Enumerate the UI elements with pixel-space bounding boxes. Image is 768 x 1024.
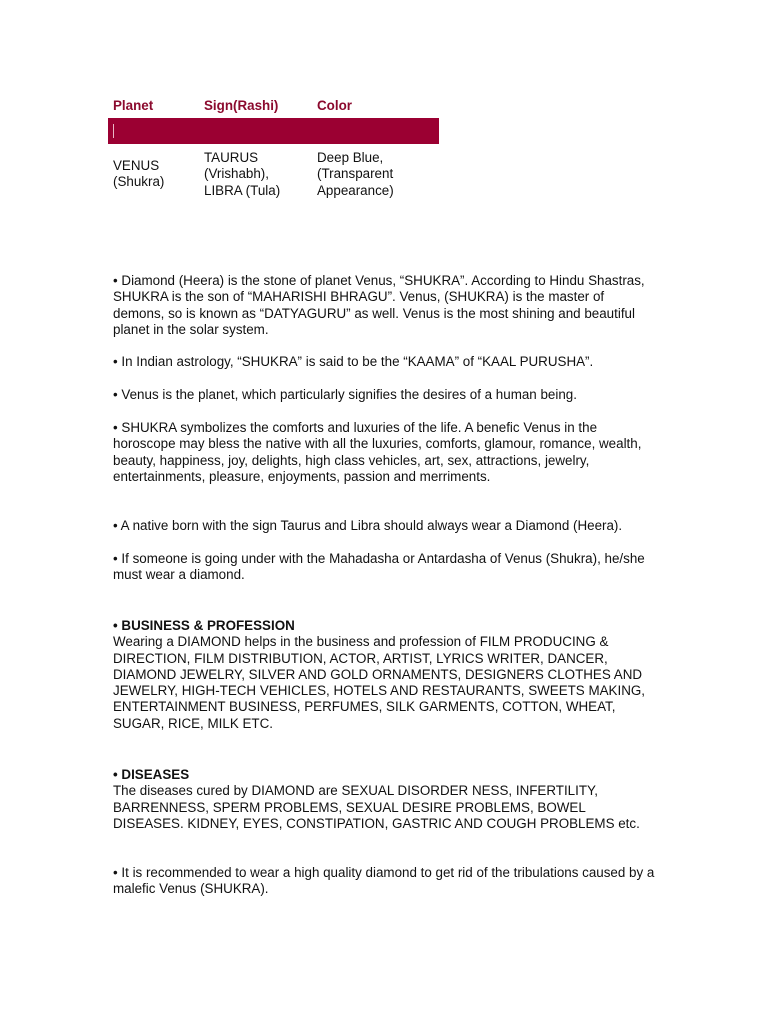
sign-line: TAURUS bbox=[204, 150, 259, 165]
business-text: Wearing a DIAMOND helps in the business and profession of FILM PRODUCING & DIRECTION, FILM DISTRIBUTION, ACTOR, ARTIST, LYRICS WRITER, DANCER, DIAMOND JEWELRY, SILVER AND GOLD ORNAMENTS, DESIGNERS CLOTHES AND JEWELRY, HIGH-TECH VEHICLES, HOTELS AND RESTAURANTS, SWEETS MAKING, ENTERTAINMENT BUSINESS, PERFUMES, SILK GARMENTS, COTTON, WHEAT, SUGAR, RICE, MILK ETC. bbox=[113, 634, 646, 731]
sign-line: LIBRA (Tula) bbox=[204, 182, 281, 198]
paragraph-mahadasha: • If someone is going under with the Mahadasha or Antardasha of Venus (Shukra), he/she must wear a diamond. bbox=[113, 551, 645, 583]
business-heading: • BUSINESS & PROFESSION bbox=[113, 618, 295, 633]
paragraph-comforts: • SHUKRA symbolizes the comforts and luxuries of the life. A benefic Venus in the horoscope may bless the native with all the luxuries, comforts, glamour, romance, wealth, beauty, happiness, joy, delights, high class vehicles, art, sex, attractions, jewelry, entertainments, pleasure, enjoyments, passion and merriments. bbox=[113, 420, 642, 484]
paragraph-diamond-intro: • Diamond (Heera) is the stone of planet Venus, “SHUKRA”. According to Hindu Shastras, SHUKRA is the son of “MAHARISHI BHRAGU”. Venus, (SHUKRA) is the master of demons, so is known as “DATYAGURU” as well. Venus is the most shining and beautiful planet in the solar system. bbox=[113, 273, 645, 337]
paragraph-taurus-libra: • A native born with the sign Taurus and Libra should always wear a Diamond (Heera). bbox=[113, 518, 623, 533]
paragraph-desires: • Venus is the planet, which particularly signifies the desires of a human being. bbox=[113, 387, 577, 402]
text-cursor bbox=[113, 124, 114, 138]
planet-line: (Shukra) bbox=[113, 174, 165, 190]
paragraph-kaama: • In Indian astrology, “SHUKRA” is said to be the “KAAMA” of “KAAL PURUSHA”. bbox=[113, 354, 594, 369]
table-header-sign: Sign(Rashi) bbox=[204, 98, 279, 113]
color-line: (Transparent bbox=[317, 166, 394, 182]
table-cell-planet bbox=[113, 158, 164, 191]
table-cell-sign bbox=[204, 150, 280, 199]
table-header-planet: Planet bbox=[113, 98, 154, 113]
table-cell-color bbox=[317, 150, 394, 199]
sign-line: (Vrishabh), bbox=[204, 166, 269, 182]
color-line: Deep Blue, bbox=[317, 150, 384, 165]
planet-line: VENUS bbox=[113, 158, 160, 173]
table-header-band bbox=[108, 118, 439, 144]
table-header-color: Color bbox=[317, 98, 352, 113]
diseases-text: The diseases cured by DIAMOND are SEXUAL DISORDER NESS, INFERTILITY, BARRENNESS, SPERM PROBLEMS, SEXUAL DESIRE PROBLEMS, BOWEL DISEASES. KIDNEY, EYES, CONSTIPATION, GASTRIC AND COUGH PROBLEMS etc. bbox=[113, 783, 640, 831]
section-diseases bbox=[113, 767, 658, 832]
section-business bbox=[113, 618, 658, 732]
diseases-heading: • DISEASES bbox=[113, 767, 190, 782]
color-line: Appearance) bbox=[317, 182, 394, 198]
paragraph-recommendation: • It is recommended to wear a high quality diamond to get rid of the tribulations caused by a malefic Venus (SHUKRA). bbox=[113, 865, 655, 897]
